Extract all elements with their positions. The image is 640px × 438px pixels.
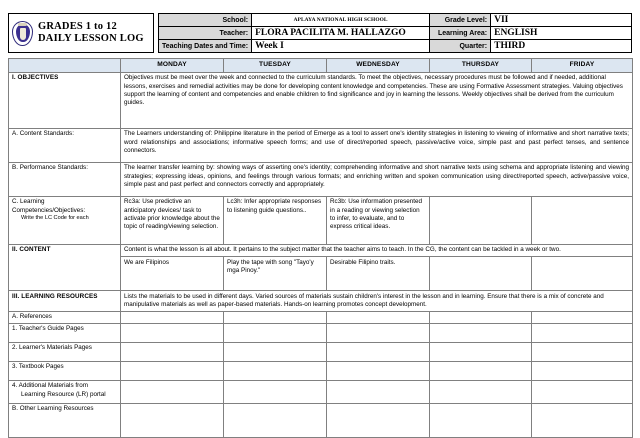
title-grades-line: GRADES 1 to 12: [38, 20, 117, 32]
learners-materials-friday: [532, 342, 633, 361]
day-header-friday: FRIDAY: [532, 59, 633, 73]
row-teachers-guide: [9, 323, 633, 342]
row-textbook-pages: [9, 361, 633, 380]
textbook-pages-label: 3. Textbook Pages: [9, 361, 121, 380]
day-header-row: [9, 59, 633, 73]
learners-materials-tuesday: [224, 342, 327, 361]
title-dll-line: DAILY LESSON LOG: [38, 33, 144, 44]
learning-area-label: Learning Area:: [430, 27, 491, 40]
additional-materials-line1: 4. Additional Materials from: [12, 382, 88, 390]
teaching-dates-value: Week I: [252, 40, 430, 53]
quarter-value: THIRD: [491, 40, 632, 53]
teachers-guide-label: 1. Teacher's Guide Pages: [9, 323, 121, 342]
day-header-tuesday: TUESDAY: [224, 59, 327, 73]
references-friday: [532, 311, 633, 323]
teachers-guide-monday: [121, 323, 224, 342]
other-resources-monday: [121, 403, 224, 437]
additional-materials-tuesday: [224, 380, 327, 403]
other-resources-wednesday: [327, 403, 430, 437]
row-other-resources: [9, 403, 633, 437]
learning-area-value: ENGLISH: [491, 27, 632, 40]
textbook-pages-wednesday: [327, 361, 430, 380]
performance-standards-text: The learner transfer learning by: showing ways of asserting one's identity; comprehending informative and short narrative texts using schema and appropriate listening and viewing strategies; expressing ideas, opinions, and feelings through various formats; and enriching written and spoken communication using direct/reported speech, active/passive voice, simple past and past perfect and connectors correctly and appropriately.: [121, 162, 633, 196]
content-tuesday: Play the tape with song "Tayo'y mga Pinoy.": [224, 257, 327, 291]
textbook-pages-thursday: [430, 361, 532, 380]
deped-seal-icon: [12, 21, 33, 46]
lesson-log-table: [8, 58, 633, 438]
references-label: A. References: [9, 311, 121, 323]
row-objectives: [9, 72, 633, 128]
other-resources-tuesday: [224, 403, 327, 437]
competency-wednesday: Rc3b: Use information presented in a reading or viewing selection to infer, to evaluate, and to express critical ideas.: [327, 196, 430, 244]
resources-note-text: Lists the materials to be used in different days. Varied sources of materials sustain children's interest in the lesson and in learning. Ensure that there is a mix of concrete and manipulative materials as well as paper-based materials. Hands-on learning promotes concept development.: [121, 291, 633, 312]
content-note-text: Content is what the lesson is all about. It pertains to the subject matter that the teacher aims to teach. In the CG, the content can be tackled in a week or two.: [121, 244, 633, 256]
other-resources-friday: [532, 403, 633, 437]
competency-tuesday: Lc3h: Infer appropriate responses to listening guide questions..: [224, 196, 327, 244]
teachers-guide-tuesday: [224, 323, 327, 342]
day-header-monday: MONDAY: [121, 59, 224, 73]
content-standards-label: A. Content Standards:: [9, 128, 121, 162]
content-thursday: [430, 257, 532, 291]
day-header-thursday: THURSDAY: [430, 59, 532, 73]
textbook-pages-friday: [532, 361, 633, 380]
references-wednesday: [327, 311, 430, 323]
day-header-wednesday: WEDNESDAY: [327, 59, 430, 73]
content-friday: [532, 257, 633, 291]
additional-materials-label: [9, 380, 121, 403]
teachers-guide-friday: [532, 323, 633, 342]
dll-title-box: [8, 13, 154, 53]
row-learners-materials: [9, 342, 633, 361]
objectives-description: Objectives must be meet over the week and connected to the curriculum standards. To meet the objectives, necessary procedures must be followed and if needed, additional lessons, exercises and remedial activities may be done for developing content knowledge and competencies. These are using Formative Assessment strategies. Valuing objectives support the learning of content and competencies and enable children to find significance and joy in learning the lessons. Weekly objectives shall be derived from the curriculum guides.: [121, 72, 633, 128]
learning-competencies-note: Write the LC Code for each: [21, 214, 89, 221]
grade-level-label: Grade Level:: [430, 14, 491, 27]
references-monday: [121, 311, 224, 323]
content-standards-text: The Learners understanding of: Philippine literature in the period of Emerge as a tool to assert one's identity strategies in listening to viewing of informative and short narrative texts; word relationships and associations; informative speech forms; and use of direct/reported speech, passive/active voice, simple past and past perfect tenses, and sentence connectors.: [121, 128, 633, 162]
row-references: [9, 311, 633, 323]
header-info-table: [158, 13, 632, 53]
additional-materials-monday: [121, 380, 224, 403]
section-objectives-label: I. OBJECTIVES: [9, 72, 121, 128]
references-thursday: [430, 311, 532, 323]
lesson-log-table-wrap: [8, 58, 632, 438]
teacher-value: FLORA PACILITA M. HALLAZGO: [252, 27, 430, 40]
additional-materials-friday: [532, 380, 633, 403]
teacher-label: Teacher:: [159, 27, 252, 40]
grade-level-value: VII: [491, 14, 632, 27]
additional-materials-thursday: [430, 380, 532, 403]
textbook-pages-monday: [121, 361, 224, 380]
quarter-label: Quarter:: [430, 40, 491, 53]
textbook-pages-tuesday: [224, 361, 327, 380]
section-content-label: II. CONTENT: [9, 244, 121, 290]
content-wednesday: Desirable Filipino traits.: [327, 257, 430, 291]
school-label: School:: [159, 14, 252, 27]
school-value: APLAYA NATIONAL HIGH SCHOOL: [252, 14, 430, 27]
day-header-spacer: [9, 59, 121, 73]
row-performance-standards: [9, 162, 633, 196]
learners-materials-label: 2. Learner's Materials Pages: [9, 342, 121, 361]
learners-materials-monday: [121, 342, 224, 361]
competency-monday: Rc3a: Use predictive an anticipatory devices/ task to activate prior knowledge about the topic of reading/viewing selection.: [121, 196, 224, 244]
row-learning-competencies: [9, 196, 633, 244]
content-monday: We are Filipinos: [121, 257, 224, 291]
row-learning-resources: [9, 291, 633, 312]
additional-materials-line2: Learning Resource (LR) portal: [21, 390, 106, 398]
row-content-note: [9, 244, 633, 256]
teaching-dates-label: Teaching Dates and Time:: [159, 40, 252, 53]
teachers-guide-thursday: [430, 323, 532, 342]
row-content-standards: [9, 128, 633, 162]
competency-thursday: [430, 196, 532, 244]
teachers-guide-wednesday: [327, 323, 430, 342]
competency-friday: [532, 196, 633, 244]
performance-standards-label: B. Performance Standards:: [9, 162, 121, 196]
learners-materials-thursday: [430, 342, 532, 361]
learning-competencies-label: [9, 196, 121, 244]
header-row-dates: [159, 40, 632, 53]
additional-materials-wednesday: [327, 380, 430, 403]
learners-materials-wednesday: [327, 342, 430, 361]
other-resources-thursday: [430, 403, 532, 437]
references-tuesday: [224, 311, 327, 323]
section-resources-label: III. LEARNING RESOURCES: [9, 291, 121, 312]
header-row-teacher: [159, 27, 632, 40]
row-additional-materials: [9, 380, 633, 403]
learning-competencies-title: C. Learning Competencies/Objectives:: [12, 198, 86, 214]
document-header: [8, 13, 632, 53]
header-row-school: [159, 14, 632, 27]
other-resources-label: B. Other Learning Resources: [9, 403, 121, 437]
